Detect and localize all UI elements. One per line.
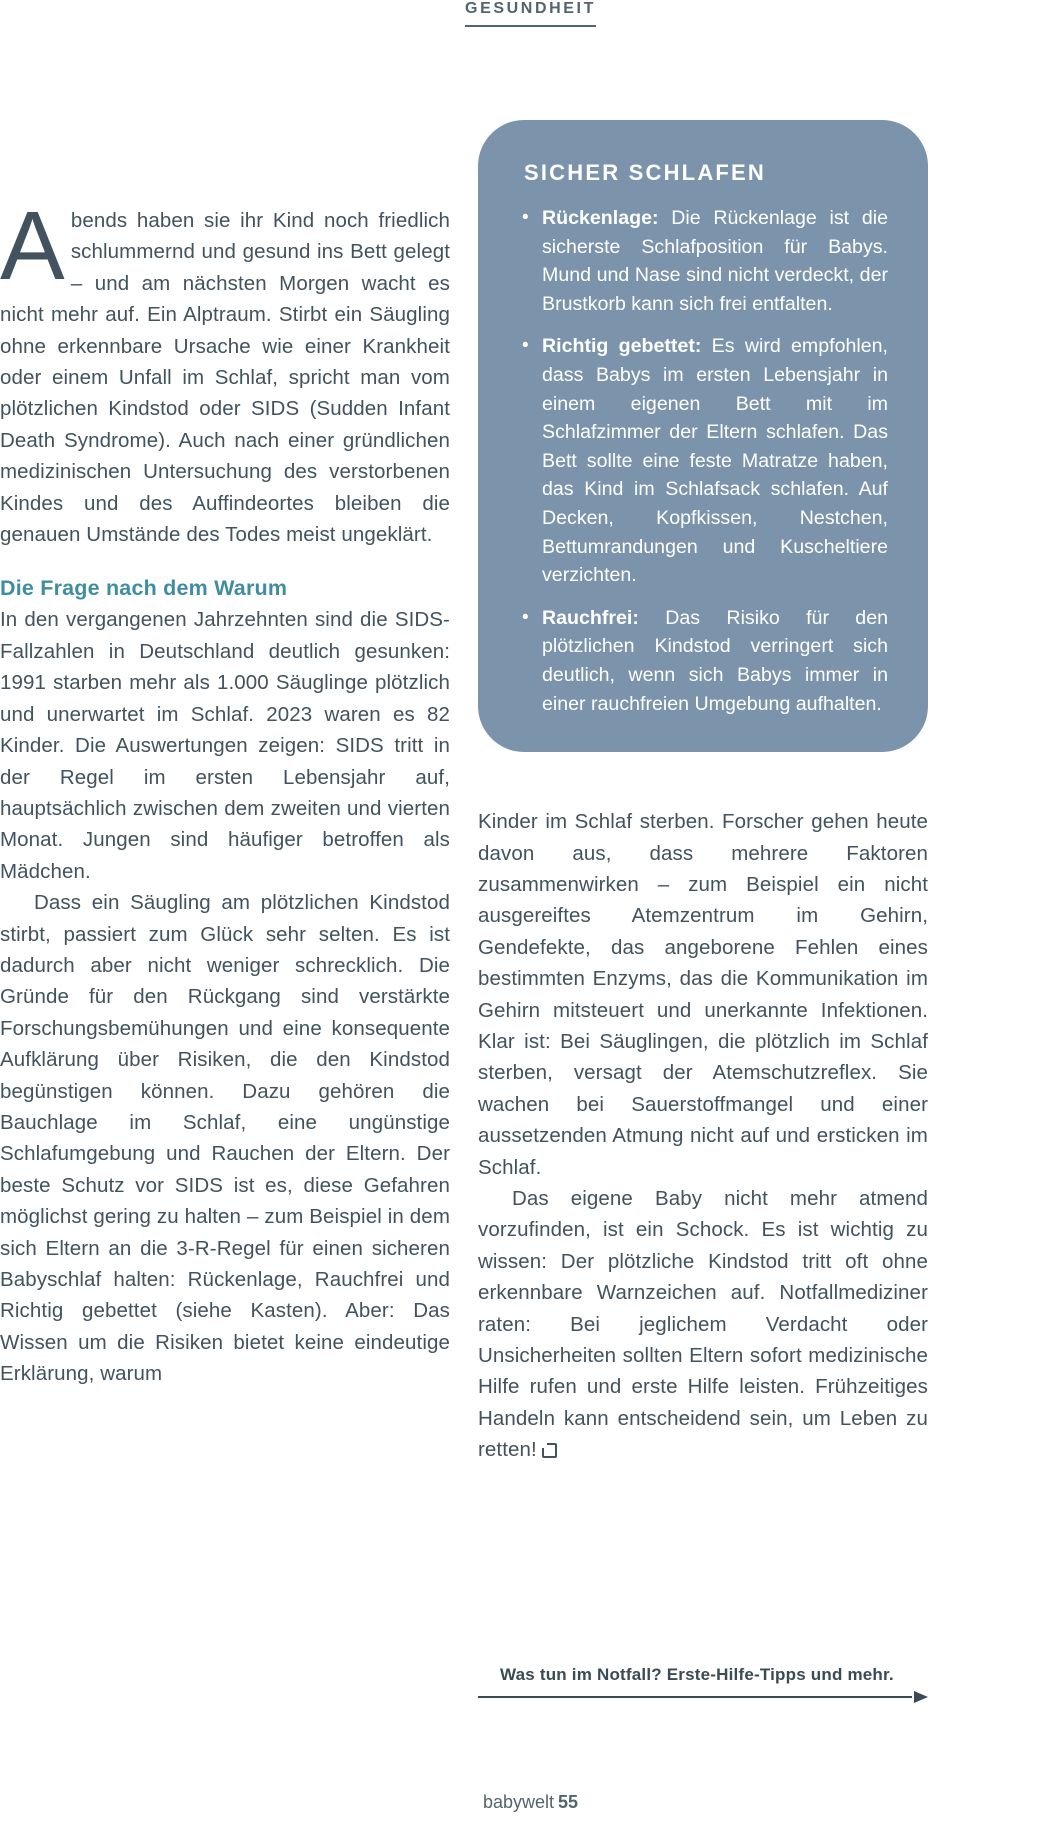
article-body-left <box>0 604 450 1389</box>
intro-paragraph-text: bends haben sie ihr Kind noch friedlich schlummernd und gesund ins Bett gelegt – und am nächsten Morgen wacht es nicht mehr auf. Ein Alptraum. Stirbt ein Säugling ohne erkennbare Ursache wie einer Krankheit oder einem Unfall im Schlaf, spricht man vom plötzlichen Kindstod oder SIDS (Sudden Infant Death Syndrome). Auch nach einer gründlichen medizinischen Untersuchung des verstorbenen Kindes und des Auffindeortes bleiben die genauen Umstände des Todes meist ungeklärt. <box>0 209 450 547</box>
bullet-icon: • <box>522 207 529 228</box>
bullet-icon: • <box>522 335 529 357</box>
list-item-text: Das Risiko für den plötzlichen Kindstod verringert sich deutlich, wenn sich Babys immer in einer rauchfreien Umgebung aufhalten. <box>542 606 888 715</box>
article-body-right <box>478 806 928 1466</box>
list-item-text: Die Rückenlage ist die sicherste Schlafposition für Babys. Mund und Nase sind nicht verdeckt, der Brustkorb kann sich frei entfalten. <box>542 207 888 315</box>
section-kicker: GESUNDHEIT <box>465 0 596 27</box>
list-item-lead: Richtig gebettet: <box>542 335 702 358</box>
drop-cap: A <box>0 191 65 300</box>
right-column <box>478 120 928 1466</box>
page-footer <box>0 1792 1061 1813</box>
end-mark-icon <box>542 1443 557 1458</box>
body-paragraph-final-text: Das eigene Baby nicht mehr atmend vorzufinden, ist ein Schock. Es ist wichtig zu wissen: Der plötzliche Kindstod tritt oft ohne erkennbare Warnzeichen auf. Notfallmediziner raten: Bei jeglichem Verdacht oder Unsicherheiten sollten Eltern sofort medizinische Hilfe rufen und erste Hilfe leisten. Frühzeitiges Handeln kann entscheidend sein, um Leben zu retten! <box>478 1186 928 1462</box>
body-paragraph-final <box>478 1183 928 1466</box>
article-subheading: Die Frage nach dem Warum <box>0 576 288 601</box>
body-paragraph: Dass ein Säugling am plötzlichen Kindstod stirbt, passiert zum Glück sehr selten. Es ist dadurch aber nicht weniger schrecklich. Die Gründe für den Rückgang sind verstärkte Forschungsbemühungen und eine konsequente Aufklärung über Risiken, die den Kindstod begünstigen können. Dazu gehören die Bauchlage im Schlaf, eine ungünstige Schlafumgebung und Rauchen der Eltern. Der beste Schutz vor SIDS ist es, diese Gefahren möglichst gering zu halten – zum Beispiel in dem sich Eltern an die 3-R-Regel für einen sicheren Babyschlaf halten: Rückenlage, Rauchfrei und Richtig gebettet (siehe Kasten). Aber: Das Wissen um die Risiken bietet keine eindeutige Erklärung, warum <box>0 891 450 1386</box>
left-column <box>0 191 450 1390</box>
page-number: 55 <box>558 1792 579 1812</box>
list-item <box>520 332 888 589</box>
list-item-text: Es wird empfohlen, dass Babys im ersten Lebensjahr in einem eigenen Bett mit im Schlafzimmer der Eltern schlafen. Das Bett sollte eine feste Matratze haben, das Kind im Schlafsack schlafen. Auf Decken, Kopfkissen, Nestchen, Bettumrandungen und Kuscheltiere verzichten. <box>542 335 888 587</box>
page-header <box>0 0 1061 34</box>
arrow-right-icon <box>914 1691 928 1703</box>
teaser[interactable] <box>478 1665 928 1703</box>
teaser-rule <box>478 1691 928 1703</box>
sidebar-list <box>520 204 888 718</box>
list-item <box>520 604 888 718</box>
sidebar-title: SICHER SCHLAFEN <box>524 160 767 185</box>
teaser-line <box>478 1696 912 1698</box>
sidebar-box-sicher-schlafen <box>478 120 928 752</box>
body-paragraph: Kinder im Schlaf sterben. Forscher gehen heute davon aus, dass mehrere Faktoren zusammenwirken – zum Beispiel ein nicht ausgereiftes Atemzentrum im Gehirn, Gendefekte, das angeborene Fehlen eines bestimmten Enzyms, das die Kommunikation im Gehirn mitsteuert und unerkannte Infektionen. Klar ist: Bei Säuglingen, die plötzlich im Schlaf sterben, versagt der Atemschutzreflex. Sie wachen bei Sauerstoffmangel und einer aussetzenden Atmung nicht auf und ersticken im Schlaf. <box>478 810 928 1179</box>
body-paragraph: In den vergangenen Jahrzehnten sind die SIDS-Fallzahlen in Deutschland deutlich gesunken: 1991 starben mehr als 1.000 Säuglinge plötzlich und unerwartet im Schlaf. 2023 waren es 82 Kinder. Die Auswertungen zeigen: SIDS tritt in der Regel im ersten Lebensjahr auf, hauptsächlich zwischen dem zweiten und vierten Monat. Jungen sind häufiger betroffen als Mädchen. <box>0 608 450 883</box>
teaser-label: Was tun im Notfall? Erste-Hilfe-Tipps und mehr. <box>500 1665 894 1684</box>
list-item <box>520 204 888 318</box>
magazine-brand: babywelt <box>482 1792 554 1812</box>
bullet-icon: • <box>522 606 529 628</box>
list-item-lead: Rauchfrei: <box>542 606 639 629</box>
list-item-lead: Rückenlage: <box>542 207 659 229</box>
intro-paragraph <box>0 191 450 550</box>
article-intro <box>0 191 450 550</box>
